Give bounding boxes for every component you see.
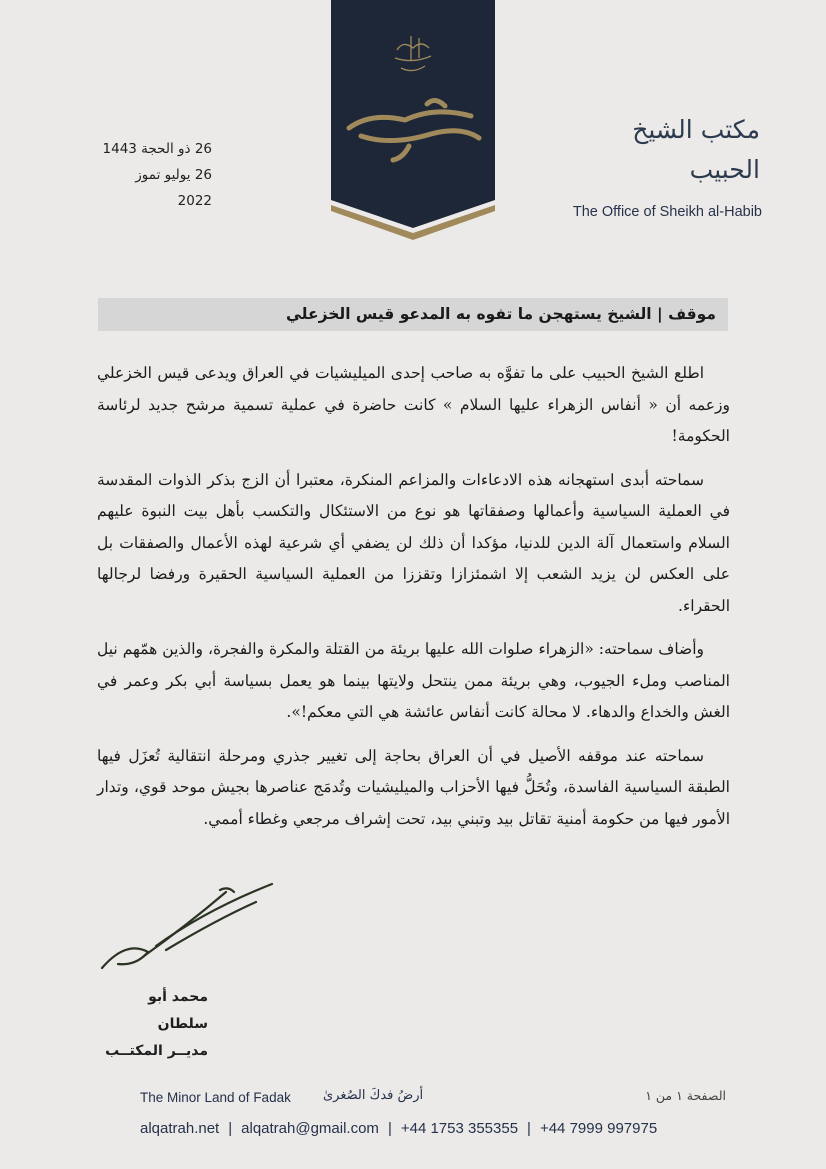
minor-land-arabic: أرضُ فدكَ الصُغرىٰ: [323, 1088, 424, 1103]
minor-land-english: The Minor Land of Fadak: [140, 1090, 291, 1105]
paragraph-1: اطلع الشيخ الحبيب على ما تفوَّه به صاحب إحدى الميليشيات في العراق ويدعى قيس الخزعلي وزعمه أن « أنفاس الزهراء عليها السلام » كانت حاضرة في عملية تسمية مرشح جديد لرئاسة الحكومة!: [97, 364, 730, 445]
signer-name: محمد أبو سلطان: [148, 989, 208, 1032]
paragraph-2: سماحته أبدى استهجانه هذه الادعاءات والمزاعم المنكرة، معتبرا أن الزج بذكر الذوات المقدسة في العملية السياسية وأعمالها وصفقاتها هو نوع من الاستئكال والتكسب بأهل بيت النبوة عليهم السلام واستعمال آلة الدين للدنيا، مؤكدا أن ذلك لن يضفي أي شرعية لهذه الأعمال والصفقات بل على العكس لن يزيد الشعب إلا اشمئزازا وتقززا من العملية السياسية الحقيرة ورفضا لرجالها الحقراء.: [97, 470, 730, 615]
date-block: [97, 136, 212, 214]
separator: |: [228, 1120, 233, 1137]
handwritten-signature: [96, 880, 281, 980]
separator: |: [527, 1120, 531, 1137]
paragraph-3: وأضاف سماحته: «الزهراء صلوات الله عليها بريئة من القتلة والمكرة والفجرة، والذين همّهم نيل المناصب وملء الجيوب، وهي بريئة ممن ينتحل ولايتها بينما هو يعمل بسياسة أبي بكر وعمر في الغش والخداع والدهاء. لا محالة كانت أنفاس عائشة هي التي معكم!».: [97, 640, 730, 721]
office-name-block: [556, 110, 766, 220]
signer-block: [96, 984, 208, 1065]
hijri-date: 26 ذو الحجة 1443: [102, 141, 212, 157]
office-name-arabic: مكتب الشيخ الحبيب: [632, 115, 760, 184]
office-name-english: The Office of Sheikh al-Habib: [572, 204, 762, 220]
separator: |: [387, 1120, 392, 1137]
office-emblem-logo: [331, 0, 495, 240]
footer-contact-row: [140, 1120, 740, 1137]
signer-position: مديــر المكتــب: [105, 1043, 208, 1059]
footer-top-row: [140, 1088, 728, 1110]
statement-body: [97, 358, 730, 847]
phone-2: +44 7999 997975: [539, 1120, 658, 1137]
email-link[interactable]: alqatrah@gmail.com: [241, 1120, 379, 1137]
website-link[interactable]: alqatrah.net: [140, 1120, 220, 1137]
statement-title: موقف | الشيخ يستهجن ما تفوه به المدعو قيس الخزعلي: [98, 298, 728, 331]
phone-1: +44 1753 355355: [400, 1120, 519, 1137]
gregorian-date: 26 يوليو تموز 2022: [135, 167, 212, 209]
paragraph-4: سماحته عند موقفه الأصيل في أن العراق بحاجة إلى تغيير جذري ومرحلة انتقالية تُعزَل فيها الطبقة السياسية الفاسدة، وتُحَلُّ فيها الأحزاب والميليشيات وتُدمَج عناصرها بجيش موحد قوي، وتدار الأمور فيها من حكومة أمنية تقاتل بيد وتبني بيد، تحت إشراف مرجعي وغطاء أممي.: [97, 746, 730, 828]
page-indicator: الصفحة ١ من ١: [645, 1088, 726, 1103]
